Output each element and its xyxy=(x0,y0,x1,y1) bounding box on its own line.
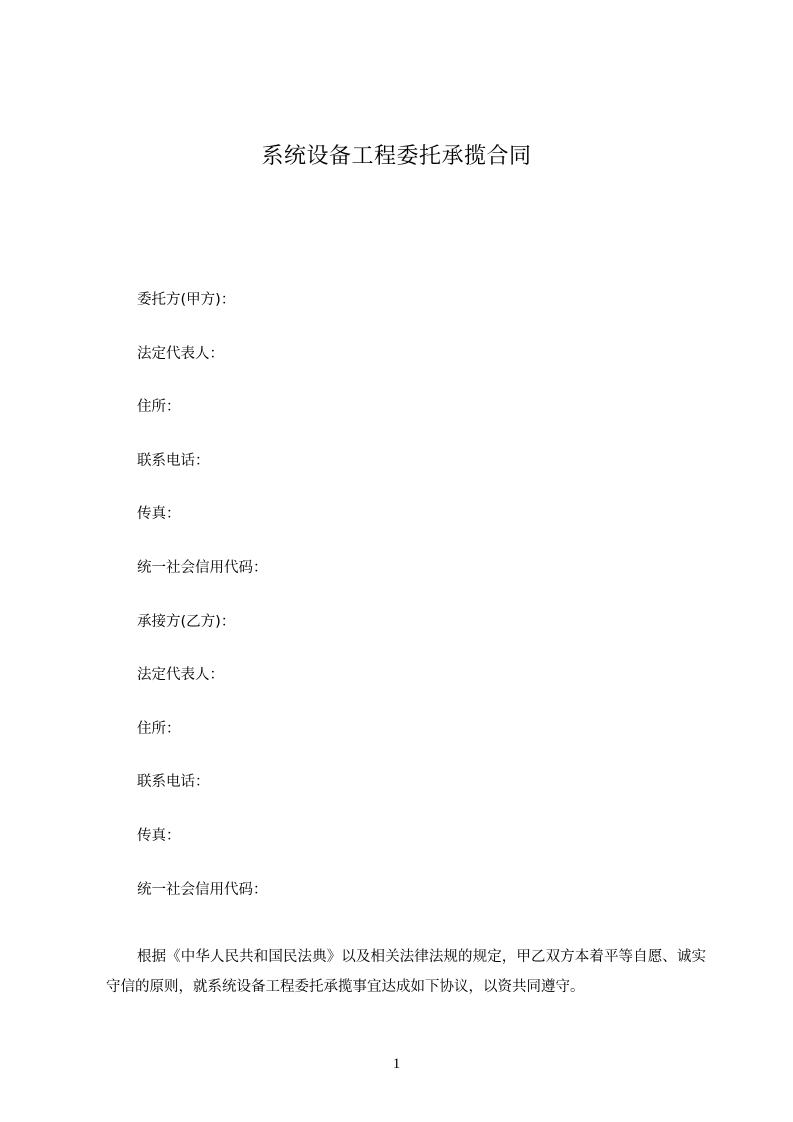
party-b-address-label: 住所： xyxy=(137,720,181,737)
party-info-list xyxy=(137,287,268,930)
party-b-fax-label: 传真： xyxy=(137,827,181,844)
party-b-phone-label: 联系电话： xyxy=(137,774,210,791)
party-a-label: 委托方(甲方)： xyxy=(137,292,236,308)
party-a-legal-rep-label: 法定代表人： xyxy=(137,345,224,362)
document-title: 系统设备工程委托承揽合同 xyxy=(261,144,532,169)
page-number: 1 xyxy=(392,1056,401,1072)
party-a-credit-code-label: 统一社会信用代码： xyxy=(137,559,268,576)
party-b-legal-rep-label: 法定代表人： xyxy=(137,667,224,684)
party-a-address-label: 住所： xyxy=(137,399,181,416)
party-b-label: 承接方(乙方)： xyxy=(137,613,236,630)
party-a-phone-label: 联系电话： xyxy=(137,452,210,469)
party-a-fax-label: 传真： xyxy=(137,506,181,523)
preamble-paragraph: 根据《中华人民共和国民法典》以及相关法律法规的规定，甲乙双方本着平等自愿、诚实守信的原则，就系统设备工程委托承揽事宜达成如下协议，以资共同遵守。 xyxy=(106,948,706,995)
party-b-credit-code-label: 统一社会信用代码： xyxy=(137,881,268,898)
